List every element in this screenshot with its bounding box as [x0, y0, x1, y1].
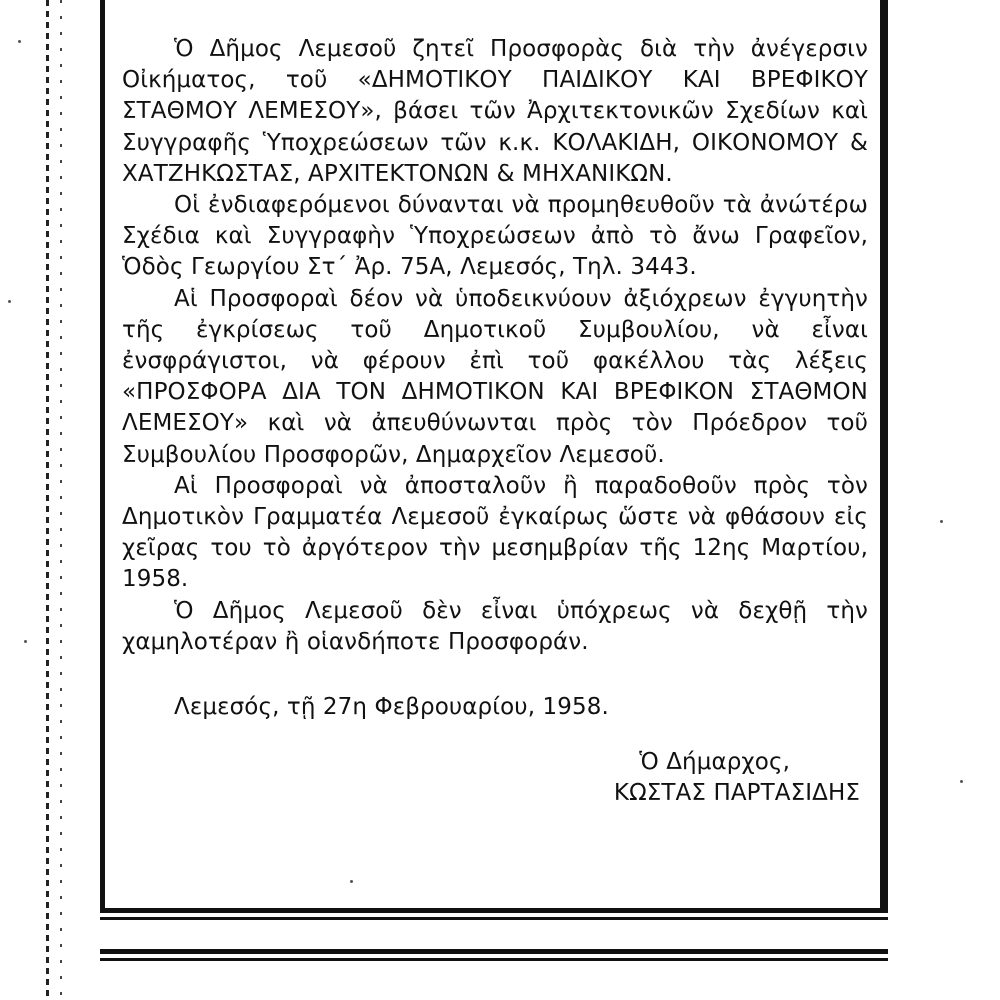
tender-notice [122, 34, 868, 809]
separator-rule [100, 949, 888, 954]
frame-border-left [100, 0, 105, 912]
notice-paragraph: Ὁ Δῆμος Λεμεσοῦ ζητεῖ Προσφορὰς διὰ τὴν ἀνέγερσιν Οἰκήματος, τοῦ «ΔΗΜΟΤΙΚΟΥ ΠΑΙΔΙΚΟΥ ΚΑΙ ΒΡΕΦΙΚΟΥ ΣΤΑΘΜΟΥ ΛΕΜΕΣΟΥ», βάσει τῶν Ἀρχιτεκτονικῶν Σχεδίων καὶ Συγγραφῆς Ὑποχρεώσεων τῶν κ.κ. ΚΟΛΑΚΙΔΗ, ΟΙΚΟΝΟΜΟΥ & ΧΑΤΖΗΚΩΣΤΑΣ, ΑΡΧΙΤΕΚΤΟΝΩΝ & ΜΗΧΑΝΙΚΩΝ. [122, 36, 868, 187]
scan-edge-mark [60, 0, 62, 1000]
notice-paragraph: Ὁ Δῆμος Λεμεσοῦ δὲν εἶναι ὑπόχρεως νὰ δεχθῇ τὴν χαμηλοτέραν ἢ οἱανδήποτε Προσφοράν. [122, 597, 868, 655]
notice-date: Λεμεσός, τῇ 27η Φεβρουαρίου, 1958. [174, 694, 609, 721]
separator-rule [100, 958, 888, 961]
signature-role: Ὁ Δήμαρχος, [639, 749, 790, 776]
notice-paragraph: Αἱ Προσφοραὶ νὰ ἀποσταλοῦν ἢ παραδοθοῦν πρὸς τὸν Δημοτικὸν Γραμματέα Λεμεσοῦ ἐγκαίρως ὥστε νὰ φθάσουν εἰς χεῖρας του τὸ ἀργότερον τὴν μεσημβρίαν τῆς 12ης Μαρτίου, 1958. [122, 472, 868, 593]
scan-speck [24, 640, 27, 643]
scan-speck [960, 780, 963, 783]
scan-speck [8, 300, 11, 303]
bottom-rule [100, 917, 888, 920]
notice-paragraph: Αἱ Προσφοραὶ δέον νὰ ὑποδεικνύουν ἀξιόχρεων ἐγγυητὴν τῆς ἐγκρίσεως τοῦ Δημοτικοῦ Συμβουλίου, νὰ εἶναι ἐνσφράγιστοι, νὰ φέρουν ἐπὶ τοῦ φακέλλου τὰς λέξεις «ΠΡΟΣΦΟΡΑ ΔΙΑ ΤΟΝ ΔΗΜΟΤΙΚΟΝ ΚΑΙ ΒΡΕΦΙΚΟΝ ΣΤΑΘΜΟΝ ΛΕΜΕΣΟΥ» καὶ νὰ ἀπευθύνωνται πρὸς τὸν Πρόεδρον τοῦ Συμβουλίου Προσφορῶν, Δημαρχεῖον Λεμεσοῦ. [122, 285, 868, 468]
bottom-rule [100, 908, 888, 913]
scan-edge-mark [46, 0, 49, 1000]
scan-speck [18, 40, 21, 43]
scan-speck [350, 880, 353, 883]
signature-block [122, 747, 868, 809]
frame-border-right [880, 0, 888, 912]
notice-paragraph: Οἱ ἐνδιαφερόμενοι δύνανται νὰ προμηθευθοῦν τὰ ἀνώτέρω Σχέδια καὶ Συγγραφὴν Ὑποχρεώσεων ἀπὸ τὸ ἄνω Γραφεῖον, Ὁδὸς Γεωργίου Στ΄ Ἀρ. 75Α, Λεμεσός, Τηλ. 3443. [122, 192, 868, 281]
scan-speck [940, 520, 943, 523]
signature-name: ΚΩΣΤΑΣ ΠΑΡΤΑΣΙΔΗΣ [613, 780, 860, 807]
